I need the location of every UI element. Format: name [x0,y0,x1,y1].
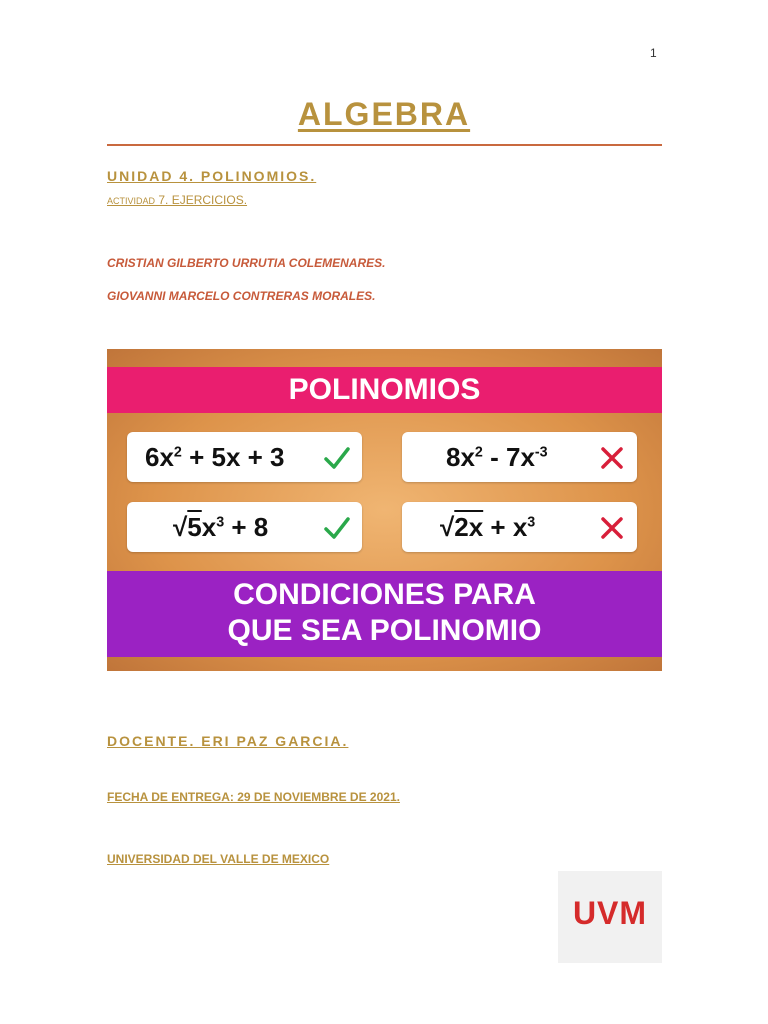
fecha-entrega-line: FECHA DE ENTREGA: 29 DE NOVIEMBRE DE 2021. [107,790,400,804]
example-card-4 [402,502,637,552]
check-icon [323,444,351,472]
example-card-1 [127,432,362,482]
check-icon [323,514,351,542]
example-expression-3: $√5x^3 + 8$ [173,512,269,542]
title-divider [107,144,662,146]
uvm-logo [558,871,662,963]
example-card-3 [127,502,362,552]
activity-heading [107,193,247,207]
page-number: 1 [650,46,657,60]
docente-line: DOCENTE. ERI PAZ GARCIA. [107,733,349,749]
example-expression-4: $√2x + x^3$ [440,512,536,542]
universidad-line: UNIVERSIDAD DEL VALLE DE MEXICO [107,852,330,866]
example-card-2 [402,432,637,482]
activity-rest: 7. EJERCICIOS. [155,193,248,207]
activity-prefix: ACTIVIDAD [107,196,156,206]
author-1: CRISTIAN GILBERTO URRUTIA COLEMENARES. [107,256,386,270]
unit-heading: UNIDAD 4. POLINOMIOS. [107,168,317,184]
banner-footer-line-1: CONDICIONES PARA [233,578,536,611]
banner-footer-line-2: QUE SEA POLINOMIO [227,614,542,647]
polinomios-banner-image [107,349,662,671]
banner-heading: POLINOMIOS [107,367,662,413]
author-2: GIOVANNI MARCELO CONTRERAS MORALES. [107,289,376,303]
cross-icon [598,444,626,472]
banner-footer [107,571,662,657]
example-expression-1: $6x^2 + 5x + 3$ [145,442,285,472]
uvm-logo-text: UVM [572,895,648,931]
cross-icon [598,514,626,542]
example-expression-2: $8x^2 - 7x^{-3}$ [446,442,548,472]
document-title: ALGEBRA [297,96,471,132]
